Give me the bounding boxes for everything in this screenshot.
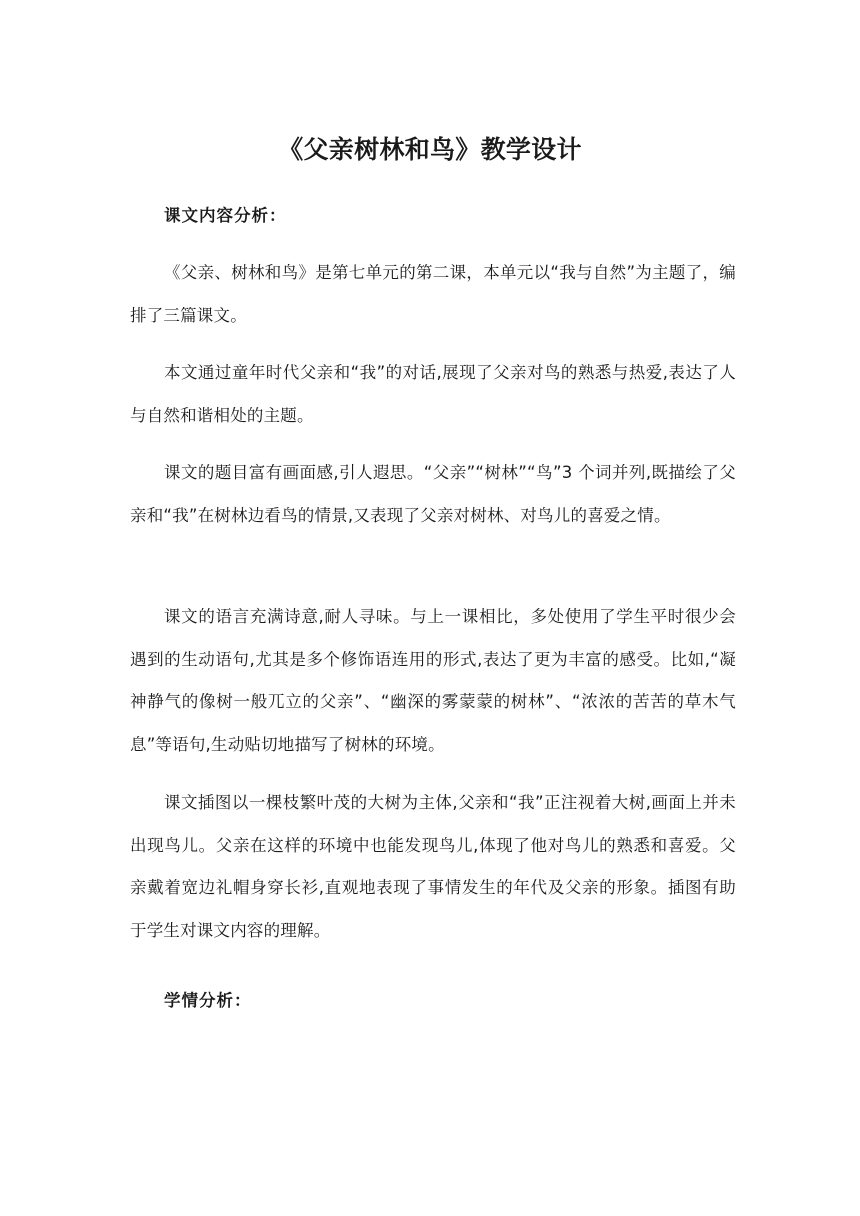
paragraph: 课文插图以一棵枝繁叶茂的大树为主体,父亲和“我”正注视着大树,画面上并未出现鸟儿。父亲在这样的环境中也能发现鸟儿,体现了他对鸟儿的熟悉和喜爱。父亲戴着宽边礼帽身穿长衫,直观地表现了事情发生的年代及父亲的形象。插图有助于学生对课文内容的理解。 xyxy=(130,793,736,940)
section-heading-learner-analysis: 学情分析： xyxy=(164,991,252,1010)
paragraph: 课文的题目富有画面感,引人遐思。“父亲”“树林”“鸟”3 个词并列,既描绘了父亲和“我”在树林边看鸟的情景,又表现了父亲对树林、对鸟儿的喜爱之情。 xyxy=(130,463,736,525)
document-title: 《父亲树林和鸟》教学设计 xyxy=(278,135,582,164)
paragraph: 本文通过童年时代父亲和“我”的对话,展现了父亲对鸟的熟悉与热爱,表达了人与自然和谐相处的主题。 xyxy=(130,363,736,425)
paragraph: 课文的语言充满诗意,耐人寻味。与上一课相比，多处使用了学生平时很少会遇到的生动语句,尤其是多个修饰语连用的形式,表达了更为丰富的感受。比如,“凝神静气的像树一般兀立的父亲”、“幽深的雾蒙蒙的树林”、“浓浓的苦苦的草木气息”等语句,生动贴切地描写了树林的环境。 xyxy=(130,607,736,754)
paragraph: 《父亲、树林和鸟》是第七单元的第二课，本单元以“我与自然”为主题了，编排了三篇课文。 xyxy=(130,263,736,325)
section-heading-text-analysis: 课文内容分析： xyxy=(164,206,287,225)
